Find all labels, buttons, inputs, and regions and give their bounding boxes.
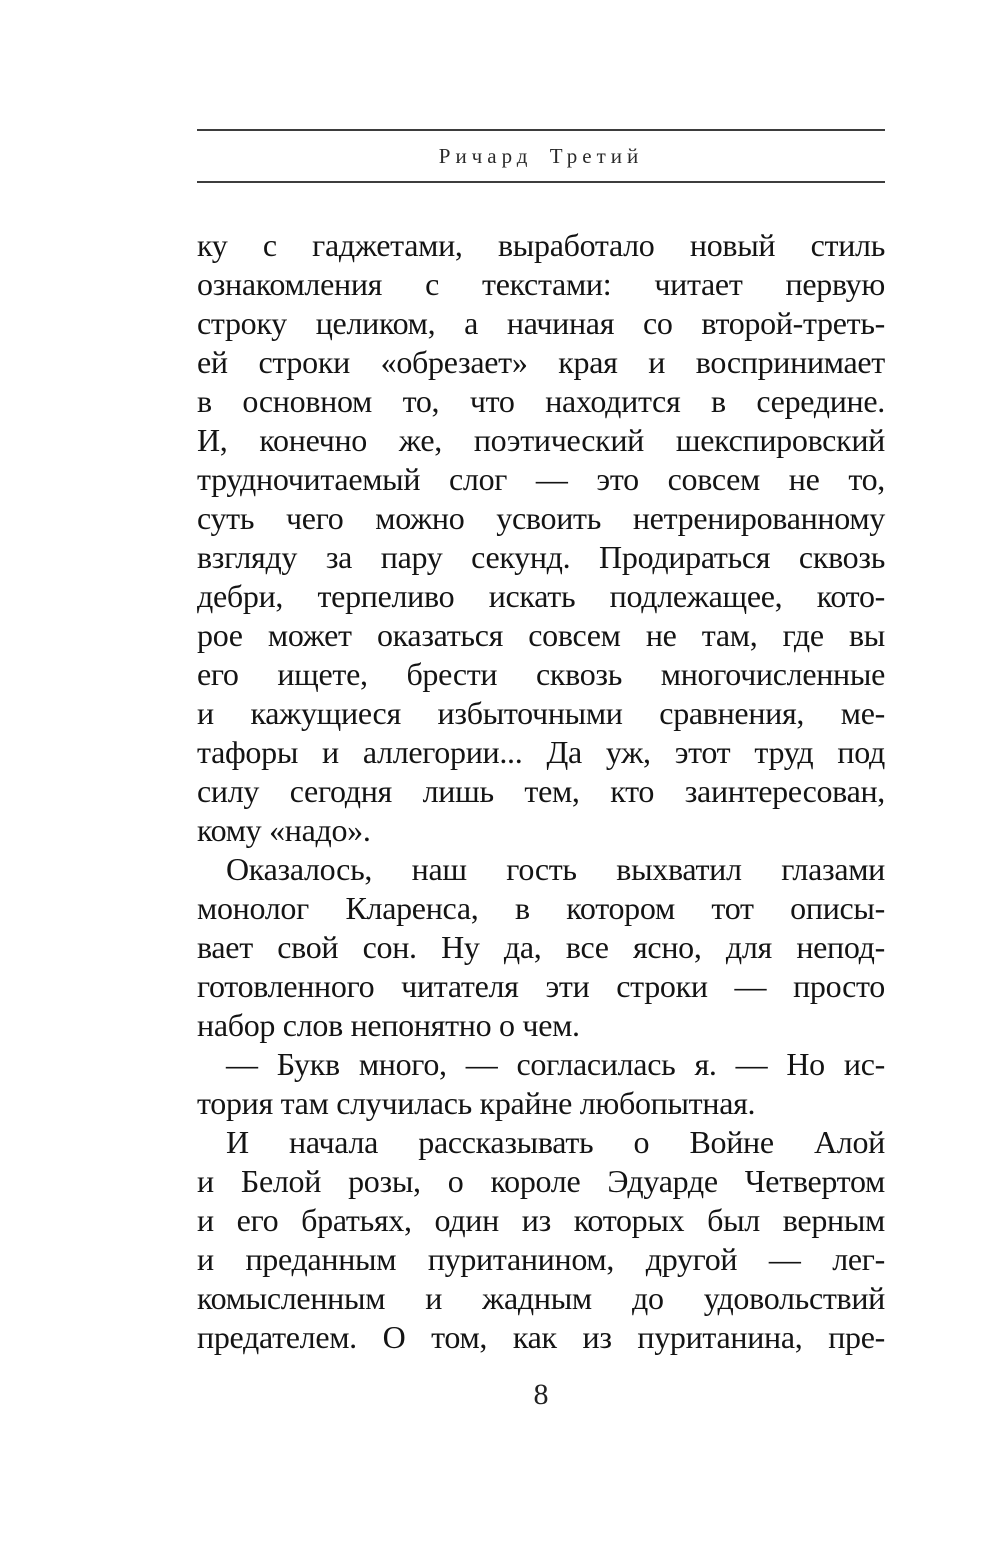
text-line: взгляду за пару секунд. Продираться сквозь [197, 539, 885, 575]
text-line: в основном то, что находится в середине. [197, 383, 885, 419]
text-line: строку целиком, а начиная со второй-треть- [197, 305, 885, 341]
text-line: и его братьях, один из которых был верным [197, 1202, 885, 1238]
text-line: его ищете, брести сквозь многочисленные [197, 656, 885, 692]
text-line: рое может оказаться совсем не там, где вы [197, 617, 885, 653]
text-line: монолог Кларенса, в котором тот описы- [197, 890, 885, 926]
text-line: тория там случилась крайне любопытная. [197, 1085, 756, 1121]
text-line: — Букв много, — согласилась я. — Но ис- [226, 1046, 885, 1082]
header-rule-bottom [197, 181, 885, 183]
text-line: предателем. О том, как из пуританина, пре- [197, 1319, 885, 1355]
text-line: дебри, терпеливо искать подлежащее, кото- [197, 578, 885, 614]
text-line: Оказалось, наш гость выхватил глазами [226, 851, 885, 887]
text-line: вает свой сон. Ну да, все ясно, для непод- [197, 929, 885, 965]
text-line: ей строки «обрезает» края и воспринимает [197, 344, 885, 380]
text-line: готовленного читателя эти строки — просто [197, 968, 885, 1004]
page-number: 8 [533, 1378, 549, 1411]
text-line: суть чего можно усвоить нетренированному [197, 500, 885, 536]
text-line: силу сегодня лишь тем, кто заинтересован, [197, 773, 885, 809]
text-line: И начала рассказывать о Войне Алой [226, 1124, 885, 1160]
text-line: И, конечно же, поэтический шекспировский [197, 422, 885, 458]
running-header-title: Ричард Третий [438, 144, 644, 168]
text-line: набор слов непонятно о чем. [197, 1007, 580, 1043]
text-line: трудночитаемый слог — это совсем не то, [197, 461, 885, 497]
text-line: и преданным пуританином, другой — лег- [197, 1241, 885, 1277]
text-line: ознакомления с текстами: читает первую [197, 266, 885, 302]
text-line: и кажущиеся избыточными сравнения, ме- [197, 695, 885, 731]
text-line: кому «надо». [197, 812, 371, 848]
header-rule-top [197, 129, 885, 131]
body-text [197, 226, 885, 1357]
text-line: ку с гаджетами, выработало новый стиль [197, 227, 885, 263]
text-line: комысленным и жадным до удовольствий [197, 1280, 885, 1316]
text-line: и Белой розы, о короле Эдуарде Четвертом [197, 1163, 885, 1199]
text-line: тафоры и аллегории... Да уж, этот труд под [197, 734, 885, 770]
